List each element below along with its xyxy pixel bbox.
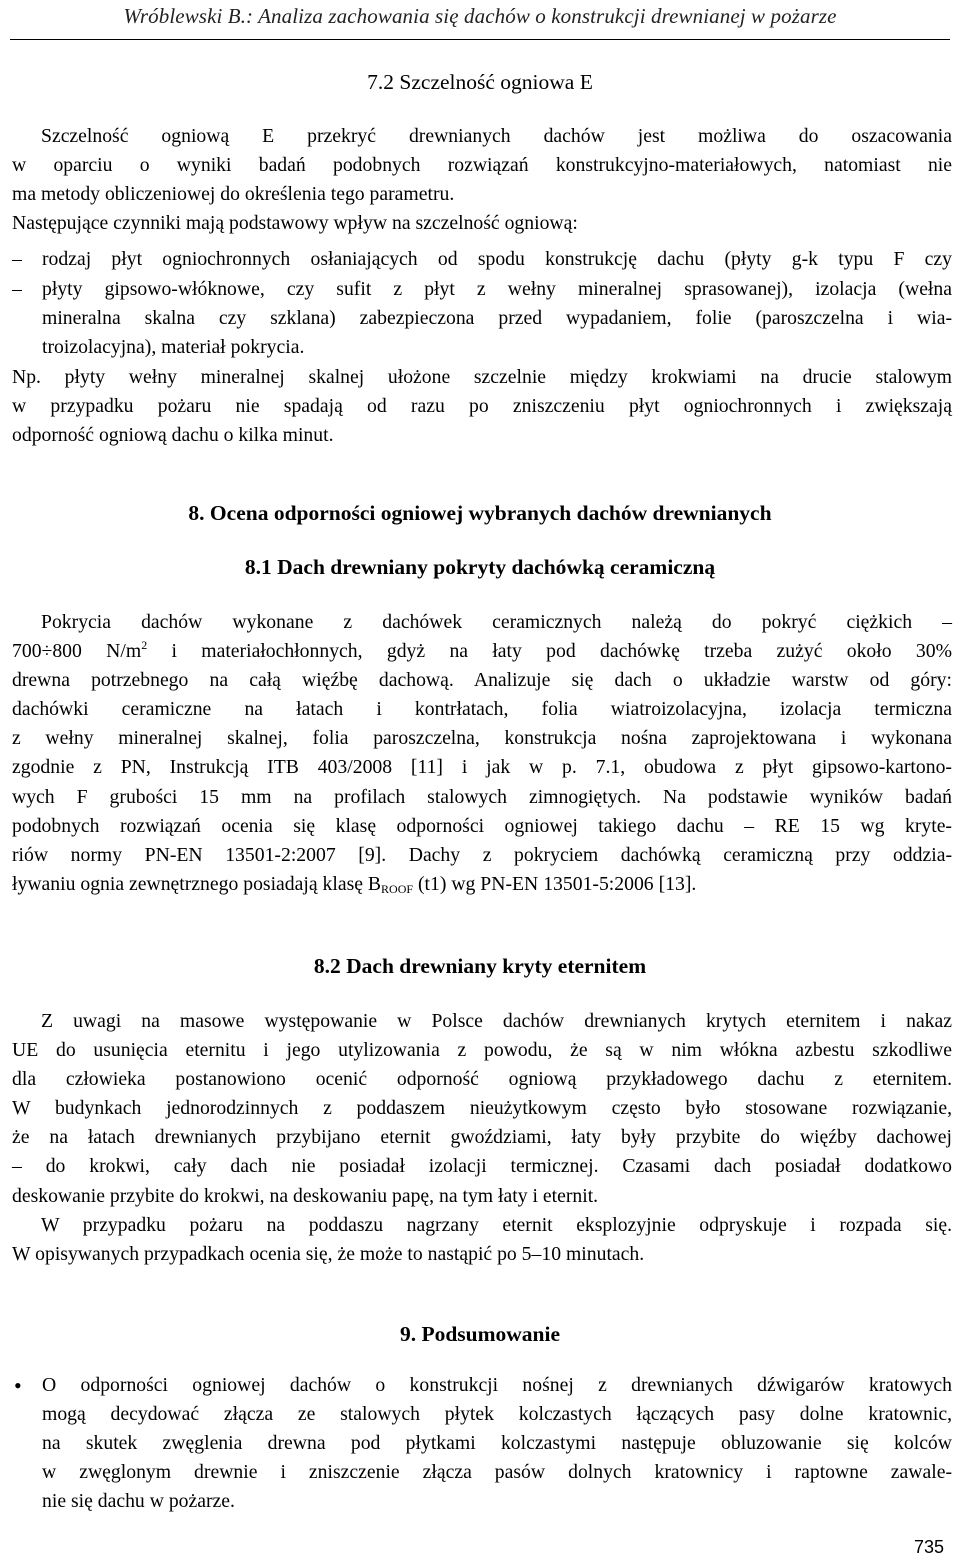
text-line: płyty gipsowo-włóknowe, czy sufit z płyt z wełny mineralnej sprasowanej), izolacja (wełna (42, 278, 952, 300)
dash-marker: – (12, 248, 22, 270)
text-line: wych F grubości 15 mm na profilach stalowych zimnogiętych. Na podstawie wyników badań (12, 785, 952, 808)
roof-subscript: ROOF (381, 881, 414, 896)
text-line: O odporności ogniowej dachów o konstrukcji nośnej z drewnianych dźwigarów kratowych (42, 1374, 952, 1396)
text-line: W opisywanych przypadkach ocenia się, że może to nastąpić po 5–10 minutach. (12, 1242, 645, 1265)
section-7-2-paragraph-1 (12, 122, 952, 238)
text-line: Np. płyty wełny mineralnej skalnej ułożone szczelnie między krokwiami na drucie stalowym (12, 366, 952, 388)
text-line: Następujące czynniki mają podstawowy wpływ na szczelność ogniową: (12, 212, 578, 235)
section-7-2-paragraph-3 (12, 363, 952, 450)
text-line: z wełny mineralnej skalnej, folia paroszczelna, konstrukcja nośna zaprojektowana i wykonana (12, 727, 952, 750)
text-line: Z uwagi na masowe występowanie w Polsce dachów drewnianych krytych eternitem i nakaz (41, 1010, 952, 1032)
text-line: – do krokwi, cały dach nie posiadał izolacji termicznej. Czasami dach posiadał dodatkowo (12, 1155, 952, 1178)
text-line: ma metody obliczeniowej do określenia tego parametru. (12, 183, 455, 206)
section-7-2-heading: 7.2 Szczelność ogniowa E (367, 70, 593, 94)
text-line: odporność ogniową dachu o kilka minut. (12, 424, 334, 447)
section-8-1-paragraph (12, 608, 952, 899)
text-line: mogą decydować złącza ze stalowych płytek kolczastych łączących pasy dolne kratownic, (42, 1403, 952, 1426)
text-line (12, 637, 952, 666)
text-line: dla człowieka postanowiono ocenić odporność ogniową przykładowego dachu z eternitem. (12, 1068, 952, 1091)
section-9-heading: 9. Podsumowanie (399, 1322, 561, 1346)
text-line: Szczelność ogniową E przekryć drewnianych dachów jest możliwa do oszacowania (41, 125, 952, 147)
text-line: zgodnie z PN, Instrukcją ITB 403/2008 [11] i jak w p. 7.1, obudowa z płyt gipsowo-kartono- (12, 756, 952, 779)
text-line: rodzaj płyt ogniochronnych osłaniających od spodu konstrukcję dachu (płyty g-k typu F czy (42, 248, 952, 270)
page-number: 735 (914, 1537, 945, 1557)
text-line: dachówki ceramiczne na łatach i kontrłatach, folia wiatroizolacyjna, izolacja termiczna (12, 698, 952, 721)
unit-superscript: 2 (141, 638, 148, 653)
text-line: UE do usunięcia eternitu i jego utylizowania z powodu, że są w nim włókna azbestu szkodliwe (12, 1039, 952, 1062)
text-line: że na łatach drewnianych przybijano eternit gwoździami, łaty były przybite do więźby dachowej (12, 1126, 952, 1149)
text-line: W budynkach jednorodzinnych z poddaszem nieużytkowym często było stosowane rozwiązanie, (12, 1097, 952, 1120)
header-rule (10, 39, 950, 40)
text-line: w przypadku pożaru nie spadają od razu po zniszczeniu płyt ogniochronnych i zwiększają (12, 395, 952, 418)
text-line: w oparciu o wyniki badań podobnych rozwiązań konstrukcyjno-materiałowych, natomiast nie (12, 154, 952, 177)
text-line: podobnych rozwiązań ocenia się klasę odporności ogniowej takiego dachu – RE 15 wg kryte- (12, 814, 952, 837)
bullet-marker: • (14, 1373, 22, 1398)
text-line: nie się dachu w pożarze. (42, 1490, 235, 1513)
text-fragment: (t1) wg PN-EN 13501-5:2006 [13]. (413, 872, 697, 895)
text-line: mineralna skalna czy szklana) zabezpieczona przed wypadaniem, folie (paroszczelna i wia- (42, 307, 952, 330)
text-line: na skutek zwęglenia drewna pod płytkami kolczastymi następuje obluzowanie się kolców (42, 1432, 952, 1455)
text-fragment: i materiałochłonnych, gdyż na łaty pod dachówkę trzeba zużyć około 30% (147, 640, 952, 663)
text-line: w zwęglonym drewnie i zniszczenie złącza pasów dolnych kratownicy i raptowne zawale- (42, 1461, 952, 1484)
text-line: W przypadku pożaru na poddaszu nagrzany eternit eksplozyjnie odpryskuje i rozpada się. (41, 1213, 952, 1236)
text-line (12, 870, 952, 899)
dash-marker: – (12, 278, 22, 300)
section-8-heading: 8. Ocena odporności ogniowej wybranych dachów drewnianych (188, 501, 772, 525)
section-8-1-heading: 8.1 Dach drewniany pokryty dachówką ceramiczną (244, 555, 716, 579)
running-header: Wróblewski B.: Analiza zachowania się dachów o konstrukcji drewnianej w pożarze (123, 4, 837, 28)
text-line: Pokrycia dachów wykonane z dachówek ceramicznych należą do pokryć ciężkich – (41, 611, 952, 633)
section-8-2-heading: 8.2 Dach drewniany kryty eternitem (313, 954, 647, 978)
text-line: drewna potrzebnego na całą więźbę dachową. Analizuje się dach o układzie warstw od góry: (12, 669, 952, 692)
text-fragment: ływaniu ognia zewnętrznego posiadają klasę B (12, 872, 382, 895)
section-8-2-paragraph-1 (12, 1007, 952, 1269)
text-line: troizolacyjna), materiał pokrycia. (42, 336, 305, 359)
load-value: 700÷800 N/m (12, 640, 142, 663)
text-line: deskowanie przybite do krokwi, na deskowaniu papę, na tym łaty i eternit. (12, 1184, 599, 1207)
text-line: riów normy PN-EN 13501-2:2007 [9]. Dachy z pokryciem dachówką ceramiczną przy oddzia- (12, 843, 952, 866)
